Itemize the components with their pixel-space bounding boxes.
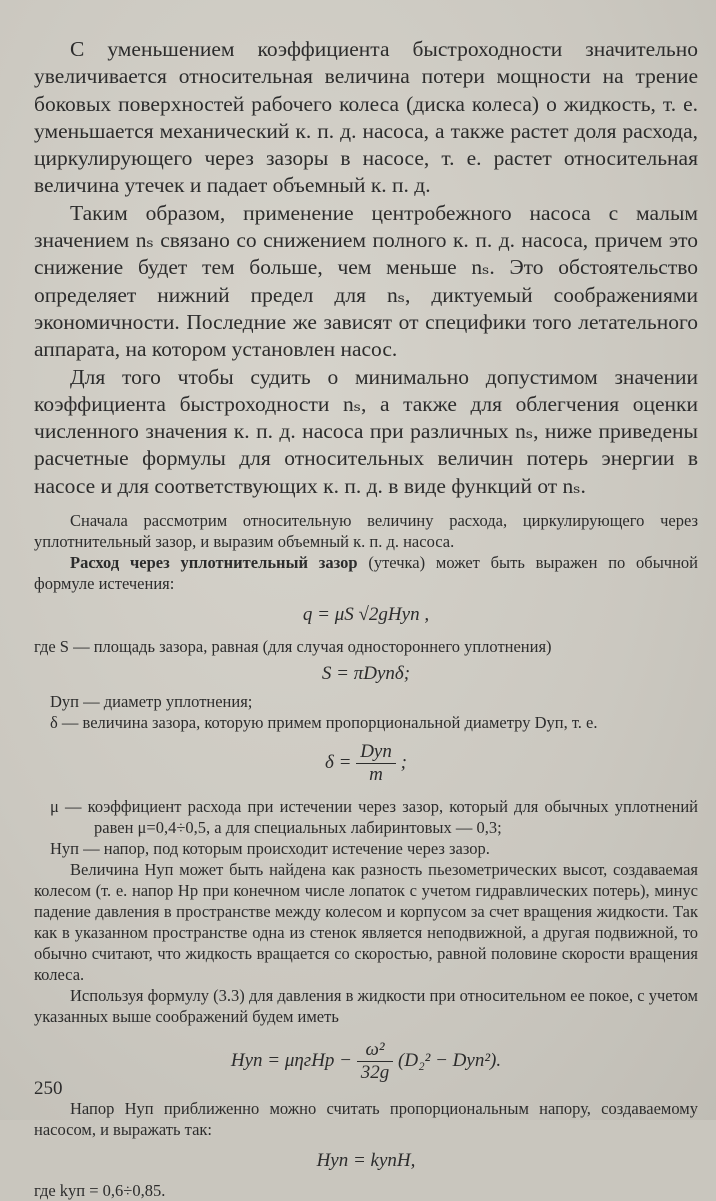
paragraph-12: Используя формулу (3.3) для давления в жидкости при относительном ее покое, с учетом указанных выше соображений будем иметь	[34, 986, 698, 1027]
formula-gap-numerator: Dуп	[356, 741, 396, 764]
formula-head-denominator: 32g	[360, 1062, 390, 1084]
formula-gap	[34, 741, 698, 786]
formula-gap-fraction	[356, 741, 396, 786]
formula-flow: q = μS √2gHуп ,	[302, 604, 430, 626]
def-flow-coefficient: μ — коэффициент расхода при истечении через зазор, который для обычных уплотнений равен μ=0,4÷0,5, а для специальных лабиринтовых — 0,3;	[50, 797, 698, 838]
formula-head-numerator: ω²	[357, 1039, 394, 1062]
paragraph-13: Напор Hуп приближенно можно считать пропорциональным напору, создаваемому насосом, и выражать так:	[34, 1099, 698, 1140]
formula-head-prop: Hуп = kупH,	[316, 1150, 416, 1172]
formula-gap-left: δ =	[325, 751, 352, 773]
paragraph-14: где kуп = 0,6÷0,85.	[34, 1181, 166, 1201]
paragraph-1: С уменьшением коэффициента быстроходности значительно увеличивается относительная величина потери мощности на трение боковых поверхностей рабочего колеса (диска колеса) о жидкость, т. е. уменьшается механический к. п. д. насоса, а также растет доля расхода, циркулирующего через зазоры в насосе, т. е. растет относительная величина утечек и падает объемный к. п. д.	[34, 37, 698, 198]
page-number: 250	[34, 1078, 63, 1099]
formula-head-right: (D₂² − Dуп²).	[398, 1049, 502, 1071]
formula-area: S = πDупδ;	[321, 663, 411, 685]
def-diameter: Dуп — диаметр уплотнения;	[50, 692, 253, 712]
paragraph-2: Таким образом, применение центробежного насоса с малым значением nₛ связано со снижением полного к. п. д. насоса, причем это снижение будет тем больше, чем меньше nₛ. Это обстоятельство определяет нижний предел для nₛ, диктуемый соображениями экономичности. Последние же зависят от специфики того летательного аппарата, на котором установлен насос.	[34, 200, 698, 362]
paragraph-6: где S — площадь зазора, равная (для случая одностороннего уплотнения)	[34, 637, 552, 657]
def-head: Hуп — напор, под которым происходит истечение через зазор.	[50, 839, 490, 859]
formula-gap-end: ;	[400, 751, 407, 773]
leakage-heading: Расход через уплотнительный зазор	[70, 553, 358, 573]
formula-head-left: Hуп = μηгHр −	[230, 1049, 353, 1071]
paragraph-5-text: (утечка) может быть выражен по обычной формуле истечения:	[34, 553, 698, 594]
paragraph-4: Сначала рассмотрим относительную величину расхода, циркулирующего через уплотнительный зазор, и выразим объемный к. п. д. насоса.	[34, 511, 698, 552]
paragraph-5	[34, 552, 698, 594]
def-gap: δ — величина зазора, которую примем пропорциональной диаметру Dуп, т. е.	[50, 713, 598, 733]
paragraph-11: Величина Hуп может быть найдена как разность пьезометрических высот, создаваемая колесом (т. е. напор Hр при конечном числе лопаток с учетом гидравлических потерь), минус падение давления в пространстве между колесом и корпусом за счет вращения жидкости. Так как в указанном пространстве одна из стенок является неподвижной, а другая подвижной, то обычно считают, что жидкость вращается со скоростью, равной половине скорости вращения колеса.	[34, 860, 698, 985]
formula-gap-denominator: m	[369, 764, 383, 786]
formula-head-fraction	[357, 1039, 394, 1084]
formula-head	[34, 1039, 698, 1084]
paragraph-3: Для того чтобы судить о минимально допустимом значении коэффициента быстроходности nₛ, а также для облегчения оценки численного значения к. п. д. насоса при различных nₛ, ниже приведены расчетные формулы для относительных величин потерь энергии в насосе и для соответствующих к. п. д. в виде функций от nₛ.	[34, 364, 698, 498]
text-column	[34, 36, 698, 1201]
